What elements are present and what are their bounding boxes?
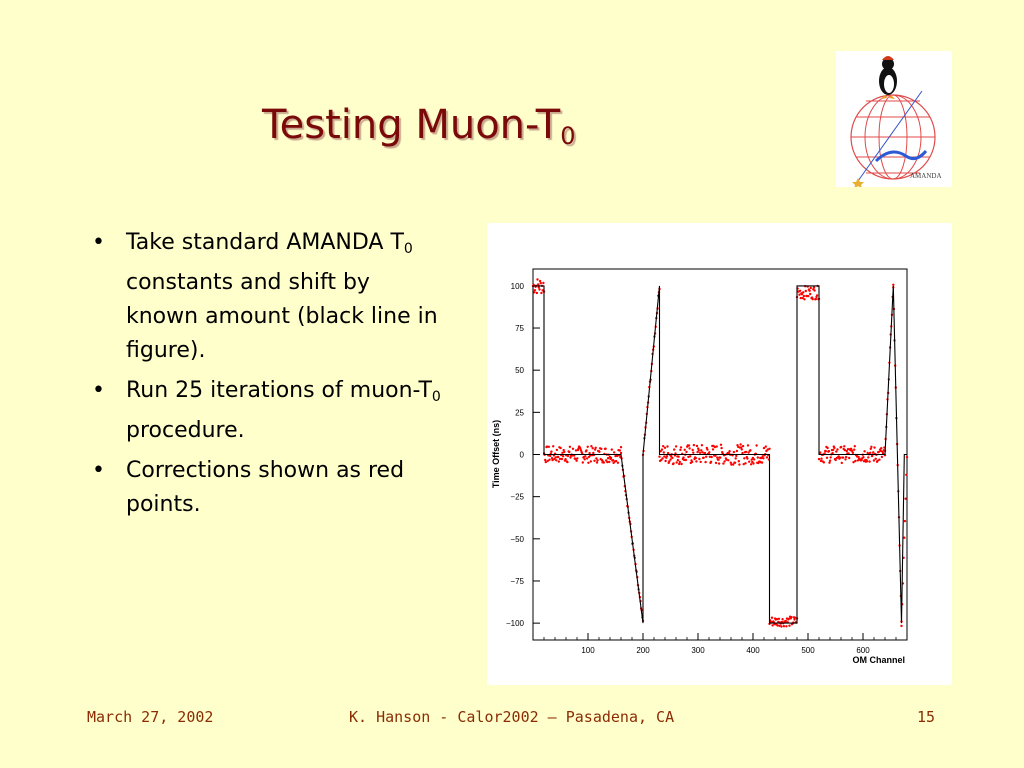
correction-point <box>741 448 743 450</box>
correction-point <box>593 460 595 462</box>
time-offset-chart <box>487 223 952 685</box>
slide-title <box>262 102 576 150</box>
correction-point <box>842 456 844 458</box>
correction-point <box>584 458 586 460</box>
correction-point <box>771 617 773 619</box>
correction-point <box>538 288 540 290</box>
correction-point <box>780 625 782 627</box>
correction-point <box>542 282 544 284</box>
correction-point <box>704 461 706 463</box>
correction-point <box>557 456 559 458</box>
correction-point <box>728 450 730 452</box>
correction-point <box>761 461 763 463</box>
correction-point <box>536 292 538 294</box>
chart-figure <box>487 223 952 685</box>
correction-point <box>748 461 750 463</box>
correction-point <box>705 456 707 458</box>
correction-point <box>563 451 565 453</box>
correction-point <box>692 452 694 454</box>
correction-point <box>727 459 729 461</box>
correction-point <box>755 444 757 446</box>
correction-point <box>803 295 805 297</box>
correction-point <box>566 461 568 463</box>
correction-point <box>671 457 673 459</box>
correction-point <box>718 462 720 464</box>
correction-point <box>722 462 724 464</box>
correction-point <box>736 450 738 452</box>
correction-point <box>600 448 602 450</box>
correction-point <box>534 289 536 291</box>
correction-point <box>826 457 828 459</box>
correction-point <box>848 457 850 459</box>
correction-point <box>540 282 542 284</box>
correction-point <box>746 457 748 459</box>
correction-point <box>695 460 697 462</box>
correction-point <box>862 456 864 458</box>
bullet-item <box>92 226 442 368</box>
correction-point <box>836 448 838 450</box>
correction-point <box>620 446 622 448</box>
correction-point <box>744 462 746 464</box>
correction-point <box>677 459 679 461</box>
correction-point <box>604 448 606 450</box>
correction-point <box>576 457 578 459</box>
correction-point <box>750 463 752 465</box>
x-tick-label: 100 <box>581 646 595 655</box>
correction-point <box>833 447 835 449</box>
penguin-hat-icon <box>882 56 894 60</box>
correction-point <box>820 458 822 460</box>
correction-point <box>813 286 815 288</box>
correction-point <box>667 452 669 454</box>
correction-point <box>818 458 820 460</box>
correction-point <box>854 460 856 462</box>
correction-point <box>710 461 712 463</box>
correction-point <box>575 460 577 462</box>
correction-point <box>596 461 598 463</box>
correction-point <box>747 444 749 446</box>
correction-point <box>613 451 615 453</box>
correction-point <box>585 449 587 451</box>
correction-point <box>584 455 586 457</box>
correction-point <box>823 461 825 463</box>
correction-point <box>669 458 671 460</box>
correction-point <box>675 445 677 447</box>
correction-point <box>840 446 842 448</box>
correction-point <box>866 460 868 462</box>
correction-point <box>841 462 843 464</box>
correction-point <box>873 459 875 461</box>
amanda-logo <box>836 51 952 187</box>
correction-point <box>684 449 686 451</box>
correction-point <box>706 448 708 450</box>
correction-point <box>781 618 783 620</box>
correction-point <box>692 449 694 451</box>
correction-point <box>587 462 589 464</box>
correction-point <box>619 449 621 451</box>
correction-point <box>785 625 787 627</box>
y-tick-label: −75 <box>510 576 524 586</box>
correction-point <box>703 457 705 459</box>
correction-point <box>790 616 792 618</box>
bullet-dot: • <box>92 458 105 483</box>
correction-point <box>830 456 832 458</box>
bullet-item <box>92 374 442 448</box>
correction-point <box>720 447 722 449</box>
correction-point <box>734 462 736 464</box>
correction-point <box>588 452 590 454</box>
correction-point <box>701 444 703 446</box>
correction-point <box>743 457 745 459</box>
correction-point <box>741 452 743 454</box>
correction-point <box>676 461 678 463</box>
correction-point <box>685 451 687 453</box>
correction-point <box>715 462 717 464</box>
correction-point <box>809 293 811 295</box>
correction-point <box>698 458 700 460</box>
logo-label: AMANDA <box>910 172 942 180</box>
correction-point <box>873 446 875 448</box>
correction-point <box>844 458 846 460</box>
x-tick-label: 200 <box>636 646 650 655</box>
correction-point <box>536 278 538 280</box>
correction-point <box>679 449 681 451</box>
correction-point <box>799 290 801 292</box>
footer-date: March 27, 2002 <box>87 708 214 726</box>
bullet-text-cont: procedure. <box>126 418 245 443</box>
x-tick-label: 400 <box>746 646 760 655</box>
correction-point <box>695 457 697 459</box>
correction-point <box>673 448 675 450</box>
correction-point <box>696 445 698 447</box>
correction-point <box>549 455 551 457</box>
footer-presenter: K. Hanson - Calor2002 – Pasadena, CA <box>349 708 675 726</box>
correction-point <box>610 457 612 459</box>
correction-point <box>592 447 594 449</box>
correction-point <box>738 463 740 465</box>
correction-point <box>765 445 767 447</box>
correction-point <box>829 460 831 462</box>
correction-point <box>712 448 714 450</box>
title-main-text: Testing Muon-T <box>262 102 561 148</box>
correction-point <box>679 461 681 463</box>
correction-point <box>572 448 574 450</box>
y-tick-label: 75 <box>515 324 524 334</box>
correction-point <box>867 456 869 458</box>
bullet-item <box>92 454 442 528</box>
correction-point <box>752 462 754 464</box>
correction-point <box>596 459 598 461</box>
correction-point <box>582 461 584 463</box>
correction-point <box>868 460 870 462</box>
correction-point <box>815 298 817 300</box>
correction-point <box>753 458 755 460</box>
correction-point <box>550 450 552 452</box>
correction-point <box>735 457 737 459</box>
continent-shape <box>876 151 926 161</box>
correction-point <box>905 474 907 476</box>
correction-point <box>807 295 809 297</box>
correction-point <box>595 447 597 449</box>
correction-point <box>808 290 810 292</box>
correction-point <box>788 625 790 627</box>
correction-point <box>661 457 663 459</box>
correction-point <box>603 461 605 463</box>
correction-point <box>700 461 702 463</box>
correction-point <box>825 450 827 452</box>
correction-point <box>716 445 718 447</box>
correction-point <box>590 460 592 462</box>
bullet-text: Run 25 iterations of muon-T <box>126 378 432 403</box>
correction-point <box>723 460 725 462</box>
correction-point <box>544 459 546 461</box>
correction-point <box>664 447 666 449</box>
correction-point <box>853 449 855 451</box>
correction-point <box>564 458 566 460</box>
correction-point <box>661 448 663 450</box>
correction-point <box>587 446 589 448</box>
correction-point <box>803 298 805 300</box>
correction-point <box>738 460 740 462</box>
bullet-text: Corrections shown as red points. <box>126 458 405 517</box>
correction-point <box>735 455 737 457</box>
correction-point <box>852 452 854 454</box>
correction-point <box>904 498 906 500</box>
correction-point <box>805 290 807 292</box>
correction-point <box>685 459 687 461</box>
correction-point <box>843 445 845 447</box>
x-tick-label: 600 <box>856 646 870 655</box>
correction-point <box>733 451 735 453</box>
known-shift-line <box>533 286 907 623</box>
bullet-subscript: 0 <box>431 389 441 405</box>
correction-point <box>658 456 660 458</box>
correction-point <box>680 446 682 448</box>
correction-point <box>832 449 834 451</box>
penguin-belly <box>884 75 894 93</box>
correction-point <box>835 450 837 452</box>
correction-point <box>548 446 550 448</box>
correction-point <box>569 446 571 448</box>
correction-point <box>664 460 666 462</box>
correction-point <box>813 289 815 291</box>
correction-point <box>768 448 770 450</box>
correction-point <box>704 452 706 454</box>
y-tick-label: 100 <box>510 281 524 291</box>
correction-point <box>717 459 719 461</box>
correction-point <box>558 460 560 462</box>
correction-point <box>540 292 542 294</box>
correction-point <box>608 461 610 463</box>
correction-point <box>620 452 622 454</box>
correction-point <box>749 449 751 451</box>
correction-point <box>757 456 759 458</box>
correction-point <box>693 444 695 446</box>
correction-point <box>739 443 741 445</box>
correction-point <box>766 456 768 458</box>
correction-point <box>745 451 747 453</box>
correction-point <box>556 449 558 451</box>
footer-page-number: 15 <box>917 708 936 726</box>
bullet-list <box>92 226 442 534</box>
correction-point <box>839 457 841 459</box>
y-tick-label: −100 <box>505 619 524 629</box>
y-axis-ticks <box>506 282 540 628</box>
correction-point <box>586 457 588 459</box>
correction-point <box>720 444 722 446</box>
y-tick-label: 50 <box>515 366 524 376</box>
correction-point <box>828 450 830 452</box>
correction-point <box>559 447 561 449</box>
x-tick-label: 300 <box>691 646 705 655</box>
correction-point <box>682 456 684 458</box>
correction-point <box>854 445 856 447</box>
correction-point <box>826 447 828 449</box>
correction-point <box>906 456 908 458</box>
correction-point <box>666 455 668 457</box>
correction-point <box>699 452 701 454</box>
correction-point <box>663 451 665 453</box>
correction-points <box>532 278 908 627</box>
x-axis-ticks <box>544 633 907 655</box>
correction-point <box>555 459 557 461</box>
correction-point <box>548 459 550 461</box>
correction-point <box>881 456 883 458</box>
x-axis-label: OM Channel <box>852 655 905 665</box>
correction-point <box>562 455 564 457</box>
bullet-text: Take standard AMANDA T <box>126 230 404 255</box>
correction-point <box>662 445 664 447</box>
y-tick-label: −25 <box>510 492 524 502</box>
correction-point <box>863 450 865 452</box>
correction-point <box>783 625 785 627</box>
x-tick-label: 500 <box>801 646 815 655</box>
correction-point <box>810 287 812 289</box>
y-tick-label: 25 <box>515 408 524 418</box>
correction-point <box>538 286 540 288</box>
correction-point <box>568 451 570 453</box>
star-icon <box>852 178 864 187</box>
correction-point <box>677 456 679 458</box>
correction-point <box>666 445 668 447</box>
correction-point <box>615 460 617 462</box>
bullet-dot: • <box>92 230 105 255</box>
correction-point <box>590 445 592 447</box>
y-tick-label: −50 <box>510 534 524 544</box>
correction-point <box>872 451 874 453</box>
correction-point <box>831 452 833 454</box>
correction-point <box>539 280 541 282</box>
correction-point <box>900 625 902 627</box>
correction-point <box>845 456 847 458</box>
correction-point <box>835 459 837 461</box>
correction-point <box>802 291 804 293</box>
correction-point <box>561 458 563 460</box>
correction-point <box>700 449 702 451</box>
y-tick-label: 0 <box>519 450 524 460</box>
correction-point <box>778 618 780 620</box>
correction-point <box>698 449 700 451</box>
bullet-subscript: 0 <box>403 241 413 257</box>
logo-graphic <box>836 51 952 187</box>
correction-point <box>611 448 613 450</box>
correction-point <box>598 451 600 453</box>
bullet-dot: • <box>92 378 105 403</box>
correction-point <box>672 462 674 464</box>
correction-point <box>688 447 690 449</box>
correction-point <box>880 447 882 449</box>
correction-point <box>816 294 818 296</box>
correction-point <box>708 451 710 453</box>
correction-point <box>711 456 713 458</box>
correction-point <box>869 452 871 454</box>
correction-point <box>904 520 906 522</box>
correction-point <box>691 461 693 463</box>
correction-point <box>688 444 690 446</box>
correction-point <box>892 284 894 286</box>
correction-point <box>812 298 814 300</box>
bullet-text-cont: constants and shift by known amount (black line in figure). <box>126 270 438 363</box>
correction-point <box>742 445 744 447</box>
correction-point <box>680 463 682 465</box>
title-subscript: 0 <box>560 122 576 150</box>
correction-point <box>537 283 539 285</box>
correction-point <box>689 455 691 457</box>
correction-point <box>719 456 721 458</box>
correction-point <box>617 462 619 464</box>
correction-point <box>567 455 569 457</box>
correction-point <box>552 445 554 447</box>
correction-point <box>870 446 872 448</box>
correction-point <box>762 457 764 459</box>
correction-point <box>875 458 877 460</box>
correction-point <box>878 459 880 461</box>
y-axis-label: Time Offset (ns) <box>491 419 501 489</box>
